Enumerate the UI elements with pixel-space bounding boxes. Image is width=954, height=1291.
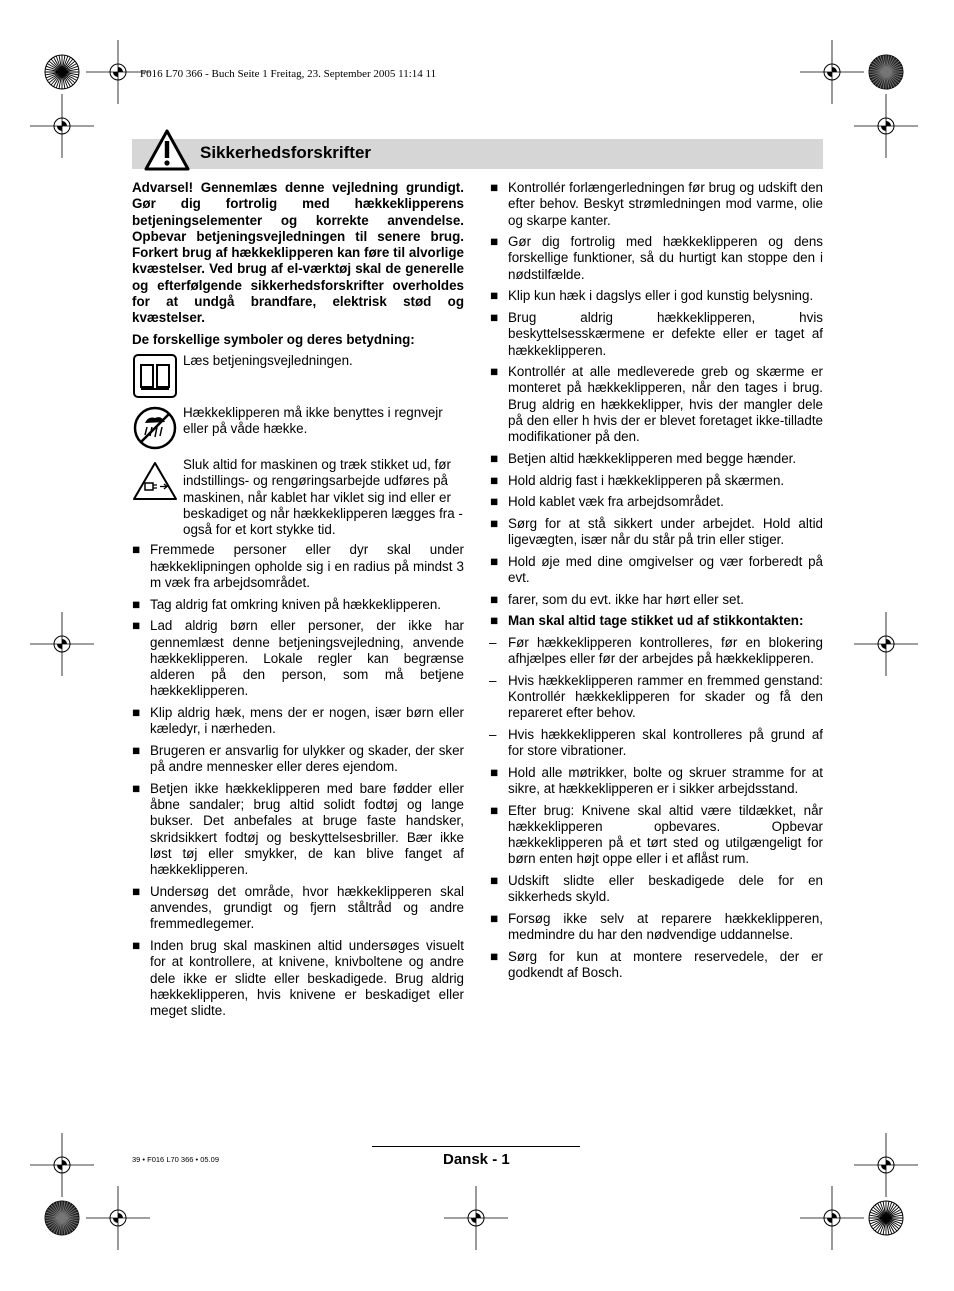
registration-mark-icon [30, 1133, 94, 1197]
right-bullet-list [490, 180, 823, 981]
item-text: Betjen ikke hækkeklipperen med bare fødder eller åbne sandaler; brug altid solidt fodtøj og lange bukser. Det anbefales at bruge faste handsker, skridsikkert fodtøj og beskyttelsesbriller. Bær ikke løst tøj eller smykker, de kan blive fanget af hækkeklipperen. [150, 780, 464, 878]
list-item [490, 234, 823, 283]
item-text: Klip kun hæk i dagslys eller i god kunstig belysning. [508, 288, 814, 304]
list-item [490, 516, 823, 549]
bullet-marker: ■ [132, 596, 141, 612]
bullet-marker: ■ [490, 234, 499, 250]
list-item [490, 554, 823, 587]
item-text: Hvis hækkeklipperen skal kontrolleres på grund af for store vibrationer. [508, 726, 823, 759]
intro-warning: Advarsel! Gennemlæs denne vejledning grundigt. Gør dig fortrolig med hækkeklipperens betjeningselementer og korrekte anvendelse. Opbevar betjeningsvejledningen til senere brug. Forkert brug af hækkeklipperen kan føre til alvorlige kvæstelser. Ved brug af el-værktøj skal de generelle og efterfølgende sikkerhedsforskrifter overholdes for at undgå brandfare, elektrisk stød og kvæstelser. [132, 180, 464, 326]
registration-mark-icon [800, 1186, 864, 1250]
list-item [132, 781, 464, 879]
item-text: Før hækkeklipperen kontrolleres, før en blokering afhjælpes eller før der arbejdes på hækkeklipperen. [508, 634, 823, 666]
list-item [490, 310, 823, 359]
item-text: Hold alle møtrikker, bolte og skruer stramme for at sikre, at hækkeklipperen er i sikker arbejdsstand. [508, 764, 823, 796]
bullet-marker: ■ [132, 705, 141, 721]
bullet-marker: ■ [490, 472, 499, 488]
bullet-marker: ■ [490, 591, 499, 607]
item-text: Betjen altid hækkeklipperen med begge hænder. [508, 450, 797, 466]
list-item [490, 180, 823, 229]
bullet-marker: ■ [490, 764, 499, 780]
item-text: Hold kablet væk fra arbejdsområdet. [508, 494, 724, 510]
list-item [490, 911, 823, 944]
registration-mark-icon [30, 94, 94, 158]
list-item [490, 451, 823, 467]
list-item [490, 364, 823, 445]
dash-item [490, 635, 823, 668]
list-item [132, 597, 464, 613]
bullet-marker: ■ [490, 309, 499, 325]
registration-mark-icon [854, 94, 918, 158]
bullet-marker: ■ [490, 494, 499, 510]
item-text: Kontrollér forlængerledningen før brug og udskift den efter behov. Beskyt strømledningen mod varme, olie og skarpe kanter. [508, 180, 823, 228]
unplug-warning-icon [132, 459, 178, 505]
symbol-row-rain [132, 405, 464, 451]
left-column [132, 180, 464, 1025]
registration-mark-icon [42, 1198, 82, 1238]
bullet-marker: ■ [132, 542, 141, 558]
list-item [490, 473, 823, 489]
bullet-marker: ■ [490, 910, 499, 926]
list-item [490, 288, 823, 304]
item-text: Tag aldrig fat omkring kniven på hækkeklipperen. [150, 596, 442, 612]
item-text: Brug aldrig hækkeklipperen, hvis beskyttelsesskærmene er defekte eller er taget af hækkeklipperen. [508, 309, 823, 358]
footer-rule [372, 1146, 580, 1147]
list-item [132, 743, 464, 776]
section-title: Sikkerhedsforskrifter [200, 143, 372, 162]
symbol-text-rain: Hækkeklipperen må ikke benyttes i regnvejr eller på våde hække. [183, 404, 443, 437]
list-item [132, 618, 464, 699]
list-item [132, 542, 464, 591]
symbol-row-manual [132, 353, 464, 399]
item-text: Hold aldrig fast i hækkeklipperen på skærmen. [508, 472, 785, 488]
symbols-heading: De forskellige symboler og deres betydning: [132, 331, 415, 347]
bullet-marker: ■ [132, 883, 141, 899]
item-text: Lad aldrig børn eller personer, der ikke har gennemlæst denne betjeningsvejledning, anvende hækkeklipperen. Lokale regler kan begrænse alderen på den person, som må betjene hækkeklipperen. [150, 618, 464, 699]
registration-mark-icon [42, 52, 82, 92]
print-header-line: F016 L70 366 - Buch Seite 1 Freitag, 23. September 2005 11:14 11 [140, 68, 437, 80]
bullet-marker: ■ [132, 938, 141, 954]
bullet-marker: ■ [490, 802, 499, 818]
bullet-marker: ■ [490, 515, 499, 531]
symbol-text-manual: Læs betjeningsvejledningen. [183, 352, 353, 368]
item-text: Efter brug: Knivene skal altid være tildækket, når hækkeklipperen opbevares. Opbevar hækkeklipperen på et tørt sted og utilgængeligt for børn enten højt oppe eller i et aflåst rum. [508, 802, 823, 867]
bullet-marker: ■ [490, 613, 499, 629]
bullet-marker: ■ [490, 364, 499, 380]
item-text: Hold øje med dine omgivelser og vær forberedt på evt. [508, 553, 823, 585]
list-item [132, 705, 464, 738]
dash-marker: – [489, 672, 497, 688]
bullet-marker: ■ [490, 948, 499, 964]
item-text: farer, som du evt. ikke har hørt eller set. [508, 591, 744, 607]
item-text: Inden brug skal maskinen altid undersøges visuelt for at kontrollere, at knivene, knivboltene og andre dele ikke er slidte eller beskadigede. Brug aldrig hækkeklipperen, hvis knivene er beskadiget eller meget slidte. [150, 938, 464, 1019]
list-item [132, 884, 464, 933]
bullet-marker: ■ [132, 780, 141, 796]
left-bullet-list [132, 542, 464, 1019]
bullet-marker: ■ [490, 553, 499, 569]
item-text: Undersøg det område, hvor hækkeklipperen skal anvendes, grundigt og fjern ståltråd og andre fremmedlegemer. [150, 883, 464, 932]
right-column [490, 180, 823, 987]
item-text: Kontrollér at alle medleverede greb og skærme er monteret på hækkeklipperen, når den tages i brug. Brug aldrig en hækkeklipper, hvis der mangler dele på den eller h hvis der er blevet foretaget ikke-tilladte modifikationer på den. [508, 364, 823, 445]
item-text: Hvis hækkeklipperen rammer en fremmed genstand: Kontrollér hækkeklipperen for skader og få den repareret efter behov. [508, 672, 823, 721]
item-text: Brugeren er ansvarlig for ulykker og skader, der sker på andre mennesker eller deres ejendom. [150, 742, 464, 775]
item-text: Sørg for kun at montere reservedele, der er godkendt af Bosch. [508, 948, 823, 981]
warning-triangle-icon [143, 128, 191, 172]
bullet-marker: ■ [132, 742, 141, 758]
item-text: Sørg for at stå sikkert under arbejdet. Hold altid ligevægten, især når du står på trin eller stiger. [508, 515, 823, 548]
list-item [490, 873, 823, 906]
bullet-marker: ■ [490, 288, 499, 304]
list-item [490, 494, 823, 510]
item-text: Man skal altid tage stikket ud af stikkontakten: [508, 613, 804, 629]
manual-icon [132, 353, 178, 399]
item-text: Klip aldrig hæk, mens der er nogen, især børn eller kæledyr, i nærheden. [150, 705, 464, 737]
no-rain-icon [132, 405, 178, 451]
list-item [490, 765, 823, 798]
list-item [490, 592, 823, 608]
bullet-marker: ■ [490, 873, 499, 889]
dash-item [490, 727, 823, 760]
dash-marker: – [489, 726, 497, 742]
bullet-marker: ■ [132, 618, 141, 634]
item-text: Udskift slidte eller beskadigede dele for en sikkerheds skyld. [508, 873, 823, 905]
registration-mark-icon [444, 1186, 508, 1250]
list-item [490, 613, 823, 629]
registration-mark-icon [866, 52, 906, 92]
print-code: 39 • F016 L70 366 • 05.09 [132, 1155, 219, 1164]
item-text: Gør dig fortrolig med hækkeklipperen og dens forskellige funktioner, så du hurtigt kan stoppe den i nødstilfælde. [508, 234, 823, 282]
symbol-row-unplug [132, 457, 464, 538]
page-number: Dansk - 1 [443, 1151, 510, 1168]
list-item [490, 949, 823, 982]
item-text: Fremmede personer eller dyr skal under hækkeklipningen opholde sig i en radius på mindst 3 m væk fra arbejdsområdet. [150, 542, 464, 591]
list-item [490, 803, 823, 868]
item-text: Forsøg ikke selv at reparere hækkeklipperen, medmindre du har den nødvendige uddannelse. [508, 910, 823, 943]
bullet-marker: ■ [490, 180, 499, 195]
dash-marker: – [489, 634, 497, 650]
symbol-text-unplug: Sluk altid for maskinen og træk stikket ud, før indstillings- og rengøringsarbejde udføres på maskinen, når kablet har viklet sig ind eller er beskadiget og når hækkeklipperen lægges fra - også for et kort stykke tid. [183, 456, 463, 538]
registration-mark-icon [854, 612, 918, 676]
registration-mark-icon [30, 612, 94, 676]
registration-mark-icon [866, 1198, 906, 1238]
bullet-marker: ■ [490, 450, 499, 466]
dash-item [490, 673, 823, 722]
registration-mark-icon [86, 1186, 150, 1250]
list-item [132, 938, 464, 1019]
